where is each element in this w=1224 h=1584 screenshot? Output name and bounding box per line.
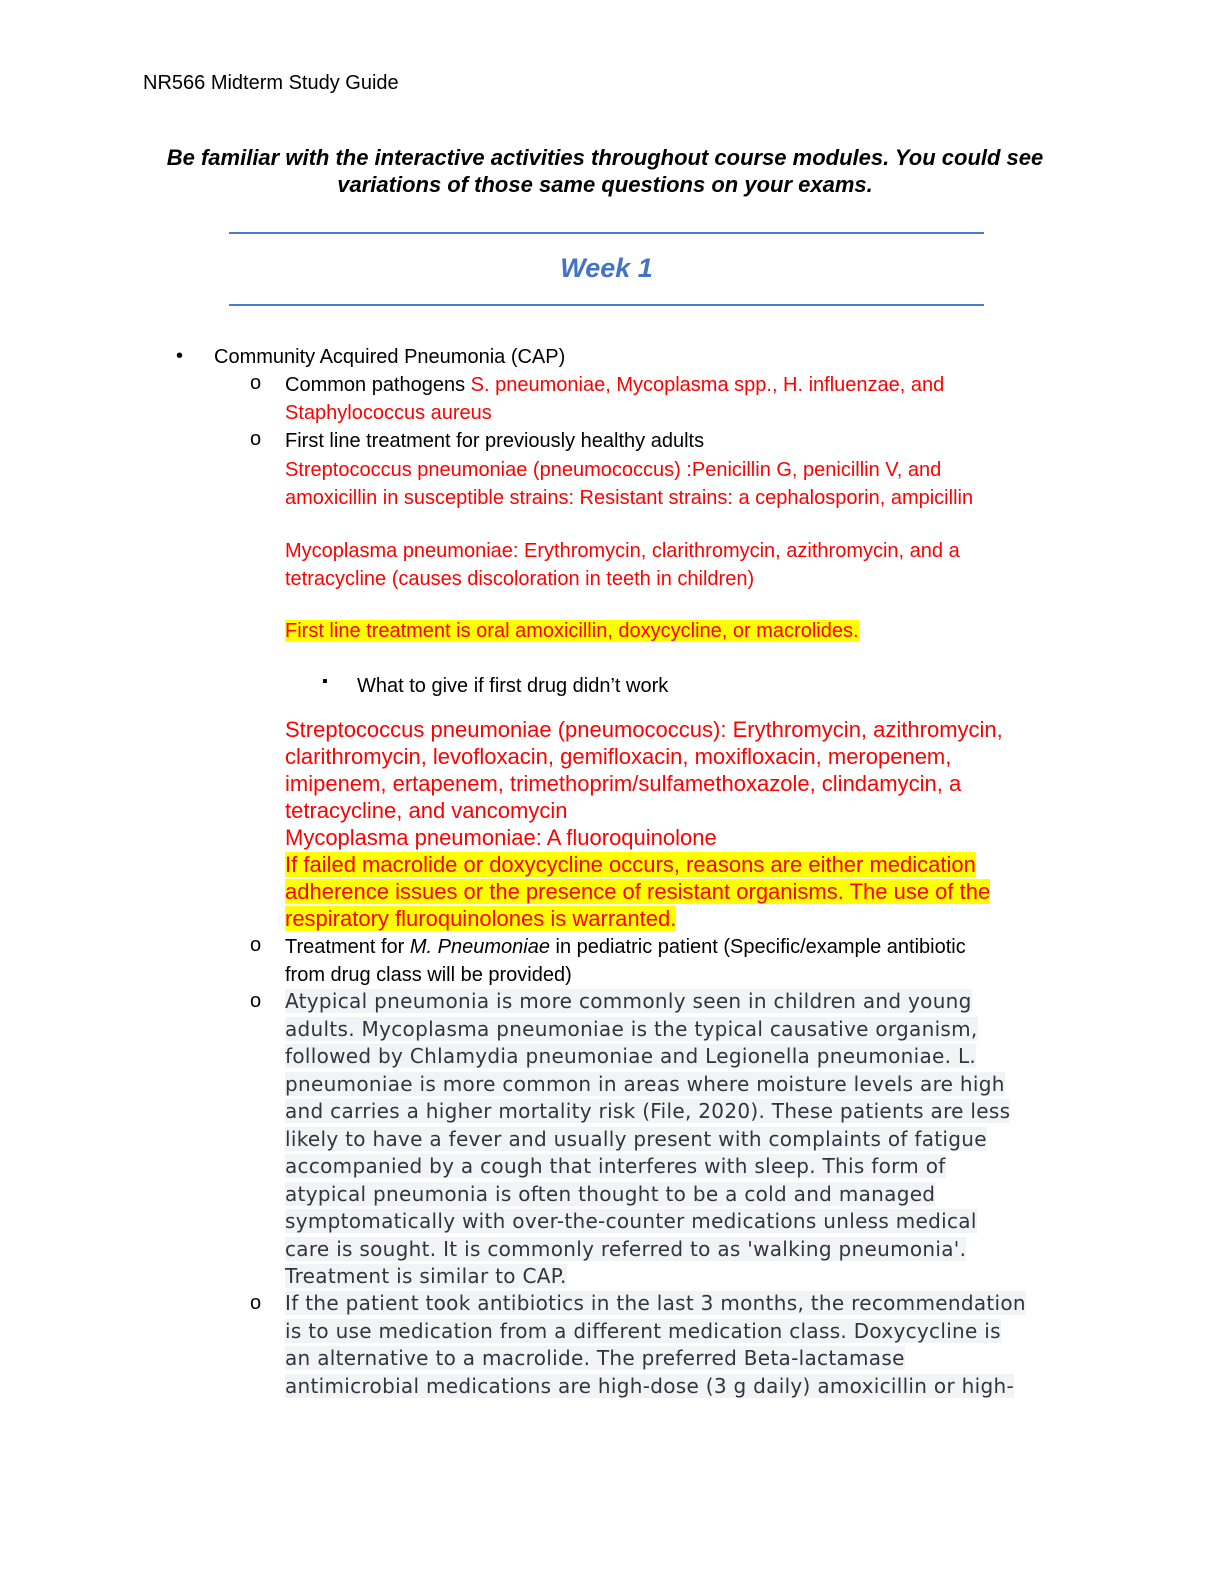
recent-antibiotics-line: is to use medication from a different medication class. Doxycycline is — [285, 1318, 1001, 1343]
strep-first-line — [285, 456, 1085, 512]
divider-bottom — [229, 304, 984, 306]
fail-strep-line: imipenem, ertapenem, trimethoprim/sulfamethoxazole, clindamycin, a — [285, 771, 962, 796]
fail-myco-line: Mycoplasma pneumoniae: A fluoroquinolone — [285, 825, 717, 850]
atypical-line: accompanied by a cough that interferes with sleep. This form of — [285, 1154, 946, 1178]
first-line-label: First line treatment for previously healthy adults — [285, 430, 705, 452]
atypical-line: pneumoniae is more common in areas where moisture levels are high — [285, 1071, 1005, 1096]
pathogens-item — [285, 371, 1085, 427]
recent-antibiotics-line: antimicrobial medications are high-dose (3 g daily) amoxicillin or high- — [285, 1373, 1014, 1398]
pathogens-list: S. pneumoniae, Mycoplasma spp., H. influenzae, and — [470, 374, 945, 396]
pathogens-label: Common pathogens — [285, 374, 471, 396]
cap-title: Community Acquired Pneumonia (CAP) — [214, 346, 566, 368]
strep-line-2: amoxicillin in susceptible strains: Resistant strains: a cephalosporin, ampicillin — [285, 487, 974, 509]
atypical-paragraph — [285, 988, 1085, 1291]
peds-item — [285, 933, 1085, 989]
first-line-summary-text: First line treatment is oral amoxicillin, doxycycline, or macrolides. — [285, 620, 859, 642]
bullet-circle: o — [250, 372, 262, 394]
atypical-line: and carries a higher mortality risk (File, 2020). These patients are less — [285, 1099, 1011, 1123]
atypical-line: Treatment is similar to CAP. — [285, 1264, 567, 1288]
bullet-circle: o — [250, 1292, 262, 1314]
atypical-line: followed by Chlamydia pneumoniae and Legionella pneumoniae. L. — [285, 1044, 977, 1068]
strep-line-1: Streptococcus pneumoniae (pneumococcus) :Penicillin G, penicillin V, and — [285, 459, 942, 481]
fail-label: What to give if first drug didn’t work — [357, 675, 669, 697]
divider-top — [229, 232, 984, 234]
myco-first-line — [285, 537, 1085, 593]
fail-strep-line: tetracycline, and vancomycin — [285, 798, 568, 823]
recent-antibiotics-paragraph — [285, 1290, 1105, 1400]
recent-antibiotics-line: If the patient took antibiotics in the last 3 months, the recommendation — [285, 1291, 1026, 1315]
first-line-summary — [285, 617, 1085, 645]
bullet-dot: • — [176, 345, 184, 367]
recent-antibiotics-line: an alternative to a macrolide. The preferred Beta-lactamase — [285, 1346, 905, 1370]
week-heading: Week 1 — [560, 253, 653, 283]
fail-reason-line: respiratory fluroquinolones is warranted. — [285, 906, 677, 931]
fail-strep-line: clarithromycin, levofloxacin, gemifloxacin, moxifloxacin, meropenem, — [285, 744, 952, 769]
atypical-line: likely to have a fever and usually present with complaints of fatigue — [285, 1126, 987, 1151]
bullet-circle: o — [250, 990, 262, 1012]
pathogens-list-cont: Staphylococcus aureus — [285, 402, 492, 424]
bullet-square: ▪ — [322, 673, 328, 690]
peds-post: in pediatric patient (Specific/example antibiotic — [549, 936, 966, 958]
fail-strep-line: Streptococcus pneumoniae (pneumococcus): Erythromycin, azithromycin, — [285, 717, 1003, 742]
bullet-circle: o — [250, 934, 262, 956]
atypical-line: atypical pneumonia is often thought to be a cold and managed — [285, 1181, 936, 1206]
peds-organism: M. Pneumoniae — [409, 936, 550, 958]
peds-pre: Treatment for — [285, 936, 410, 958]
myco-line-1: Mycoplasma pneumoniae: Erythromycin, clarithromycin, azithromycin, and a — [285, 540, 960, 562]
fail-reason-line: adherence issues or the presence of resistant organisms. The use of the — [285, 879, 991, 904]
bullet-circle: o — [250, 428, 262, 450]
peds-line-2: from drug class will be provided) — [285, 964, 572, 986]
intro-instructions: Be familiar with the interactive activities throughout course modules. You could see variations of those same questions on your exams. — [166, 145, 1044, 197]
myco-line-2: tetracycline (causes discoloration in teeth in children) — [285, 568, 755, 590]
fail-reason-line: If failed macrolide or doxycycline occurs, reasons are either medication — [285, 852, 976, 877]
fail-treatment-block — [285, 716, 1105, 932]
atypical-line: adults. Mycoplasma pneumoniae is the typical causative organism, — [285, 1016, 978, 1041]
document-header: NR566 Midterm Study Guide — [143, 72, 399, 94]
atypical-line: symptomatically with over-the-counter medications unless medical — [285, 1209, 977, 1233]
atypical-line: care is sought. It is commonly referred to as 'walking pneumonia'. — [285, 1236, 967, 1261]
atypical-line: Atypical pneumonia is more commonly seen in children and young — [285, 989, 972, 1013]
